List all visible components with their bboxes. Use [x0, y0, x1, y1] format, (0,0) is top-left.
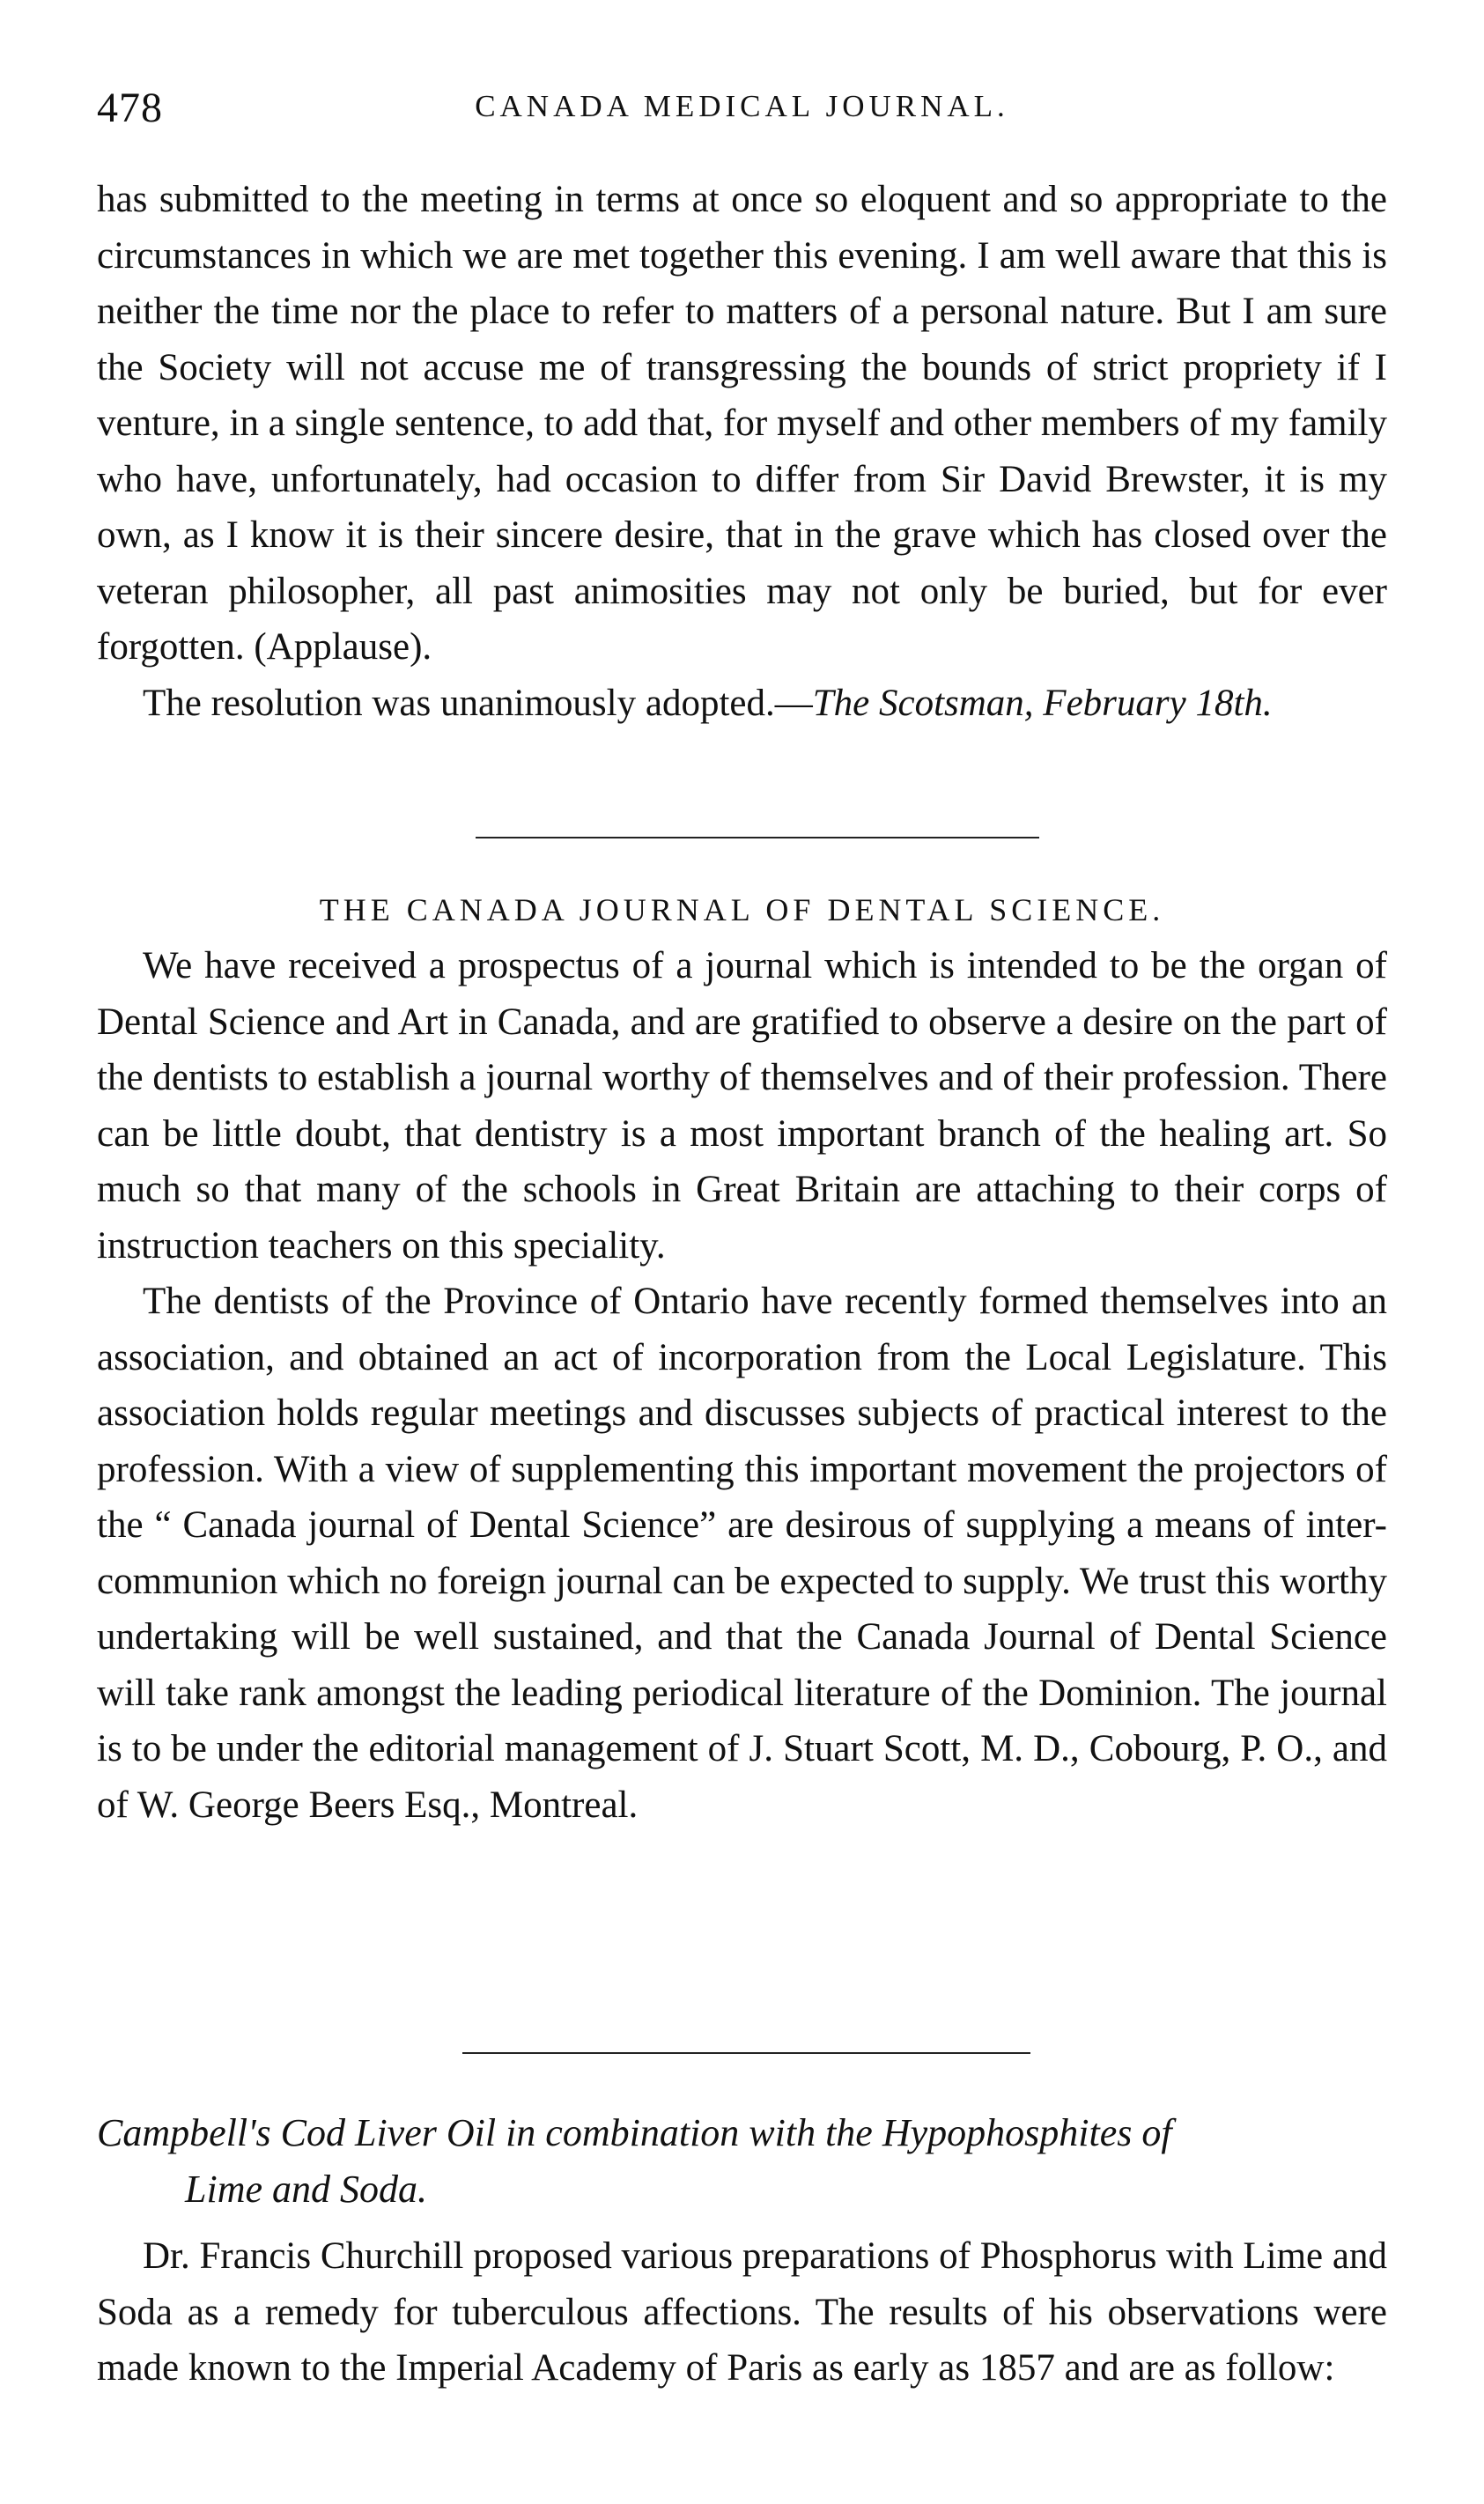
cod-liver-paragraph: Dr. Francis Churchill proposed various preparations of Phosphorus with Lime and Soda as a remedy for tuberculous affections. The results of his observations were made known to the Imperial Academy of Paris as early as 1857 and are as follow: — [97, 2235, 1387, 2389]
article-title-cod-liver-oil — [97, 2105, 1387, 2218]
resolution-text: The resolution was unanimously adopted.— — [143, 682, 813, 724]
resolution-paragraph — [97, 676, 1387, 732]
section-divider — [476, 837, 1039, 838]
cod-liver-section-body — [97, 2228, 1387, 2397]
article-title-line-1: Campbell's Cod Liver Oil in combination with the Hypophosphites of — [97, 2111, 1172, 2154]
continuation-block — [97, 172, 1387, 731]
article-title-line-2: Lime and Soda. — [185, 2168, 427, 2211]
journal-title: CANADA MEDICAL JOURNAL. — [475, 89, 1009, 123]
page-number: 478 — [97, 85, 163, 131]
section-heading-dental: THE CANADA JOURNAL OF DENTAL SCIENCE. — [319, 892, 1165, 927]
section-divider-2 — [462, 2052, 1030, 2054]
continuation-paragraph: has submitted to the meeting in terms at once so eloquent and so appropriate to the circumstances in which we are met together this evening. I am well aware that this is neither the time nor the place to refer to matters of a personal nature. But I am sure the Society will not accuse me of transgressing the bounds of strict propriety if I venture, in a single sentence, to add that, for myself and other members of my family who have, unfortunately, had occasion to differ from Sir David Brewster, it is my own, as I know it is their sincere desire, that in the grave which has closed over the veteran philosopher, all past animosities may not only be buried, but for ever forgotten. (Applause). — [97, 179, 1387, 668]
dental-paragraph-1: We have received a prospectus of a journal which is intended to be the organ of Dental Science and Art in Canada, and are gratified to observe a desire on the part of the dentists to establish a journal worthy of themselves and of their profession. There can be little doubt, that dentistry is a most important branch of the healing art. So much so that many of the schools in Great Britain are attaching to their corps of instruction teachers on this speciality. — [97, 945, 1387, 1267]
dental-paragraph-2: The dentists of the Province of Ontario have recently formed themselves into an association, and obtained an act of incorporation from the Local Legislature. This association holds regular meetings and discusses subjects of practical interest to the profession. With a view of supplementing this important movement the projectors of the “ Canada journal of Dental Science” are desirous of supplying a means of inter-communion which no foreign journal can be expected to supply. We trust this worthy undertaking will be well sustained, and that the Canada Journal of Dental Science will take rank amongst the leading periodical literature of the Dominion. The journal is to be under the editorial management of J. Stuart Scott, M. D., Cobourg, P. O., and of W. George Beers Esq., Montreal. — [97, 1281, 1387, 1826]
source-citation: The Scotsman, February 18th. — [812, 682, 1273, 724]
dental-section-body — [97, 938, 1387, 1833]
running-head — [97, 84, 1387, 145]
